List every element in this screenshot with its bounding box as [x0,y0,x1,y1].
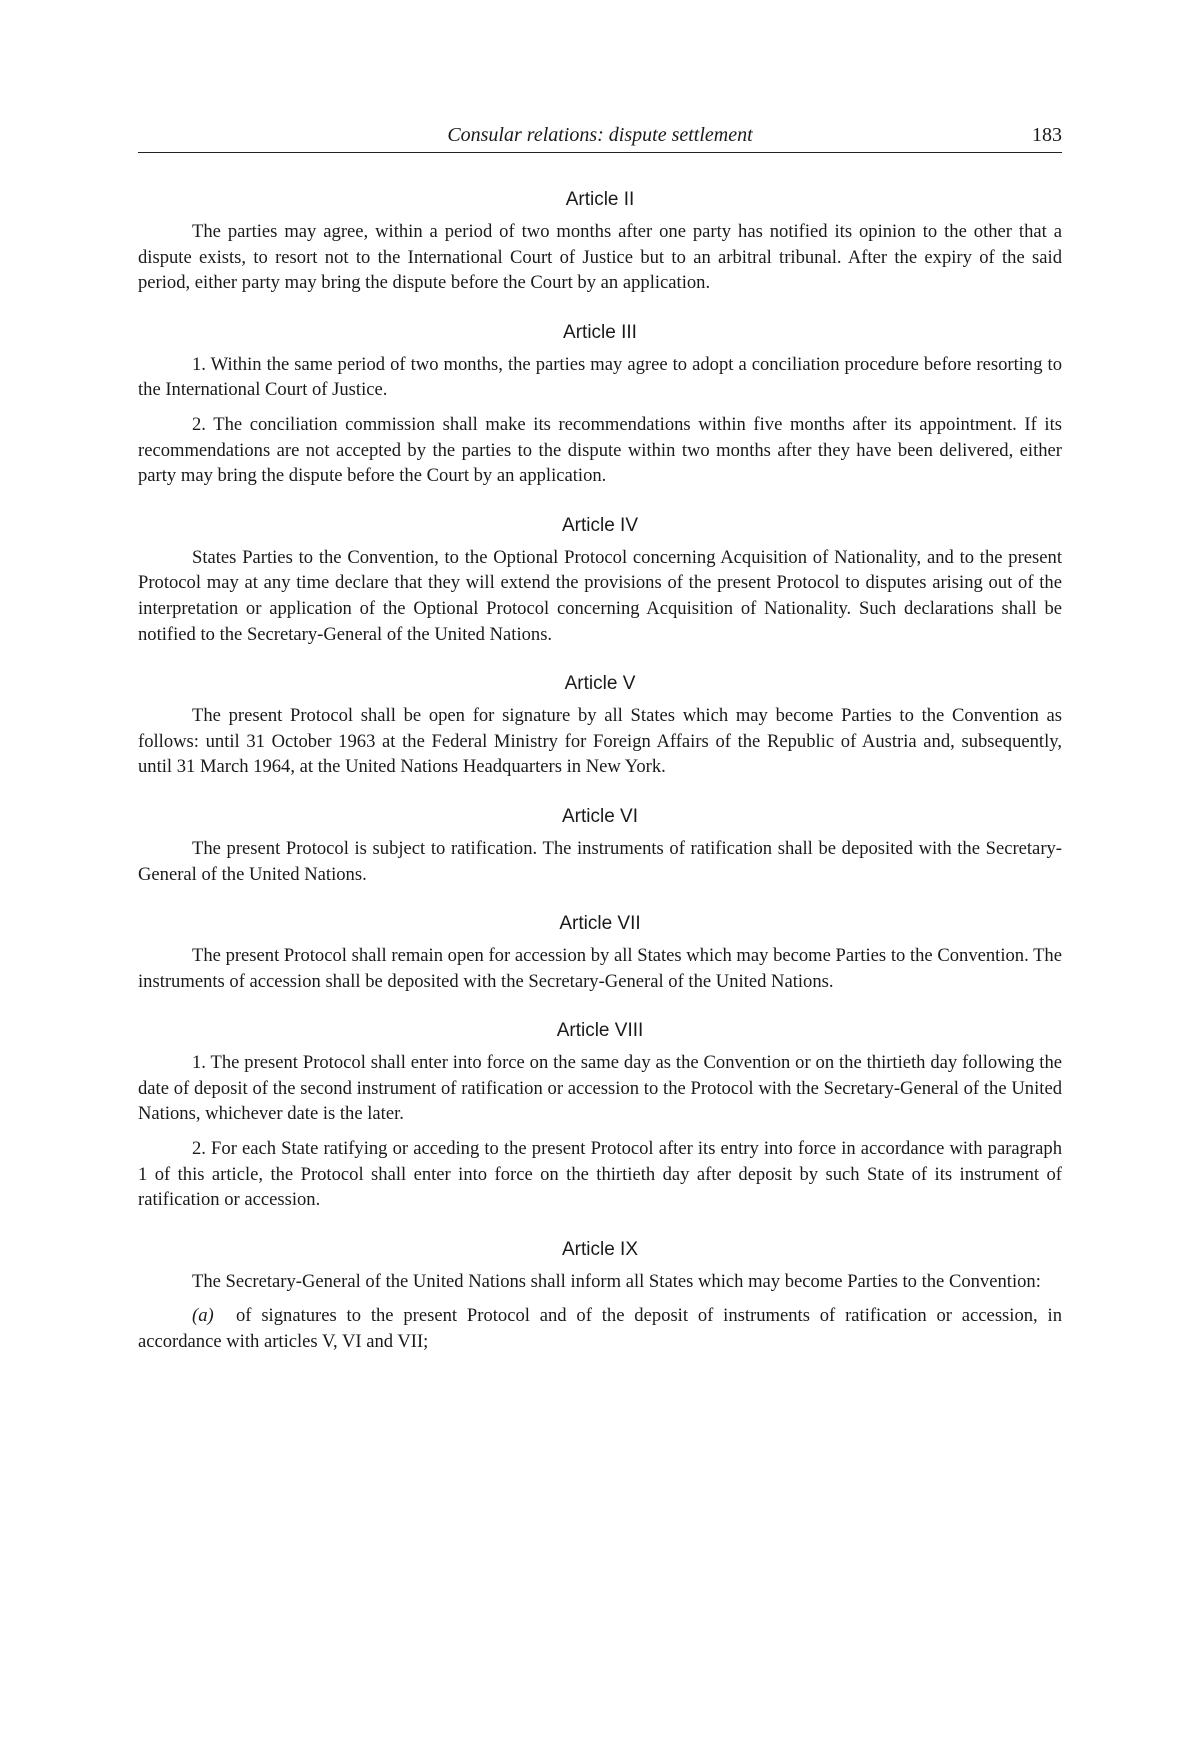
list-item-text: of signatures to the present Protocol and of the deposit of instruments of ratification or accession, in accordance with articles V, VI and VII; [138,1305,1062,1353]
article-2 [138,187,1062,296]
article-heading: Article IV [561,514,639,536]
article-paragraph: 2. The conciliation commission shall make its recommendations within five months after its appointment. If its recommendations are not accepted by the parties to the dispute within two months after they have been delivered, either party may bring the dispute before the Court by an application. [138,413,1062,487]
article-paragraph: The present Protocol shall remain open for accession by all States which may become Parties to the Convention. The instruments of accession shall be deposited with the Secretary-General of the United Nations. [138,945,1062,992]
article-heading: Article VI [561,805,639,827]
article-9 [138,1237,1062,1355]
page-number: 183 [1032,124,1062,146]
article-heading: Article II [565,189,635,210]
article-6 [138,804,1062,887]
running-header [138,120,1062,153]
article-paragraph: 1. Within the same period of two months, the parties may agree to adopt a conciliation procedure before resorting to the International Court of Justice. [138,353,1062,401]
article-4 [138,513,1062,647]
article-3 [138,320,1062,489]
article-paragraph: The Secretary-General of the United Nations shall inform all States which may become Parties to the Convention: [192,1270,1041,1292]
article-paragraph: 1. The present Protocol shall enter into force on the same day as the Convention or on the thirtieth day following the date of deposit of the second instrument of ratification or accession to the Protocol with the Secretary-General of the United Nations, whichever date is the later. [138,1052,1062,1125]
list-item-marker: (a) [192,1305,214,1327]
article-heading: Article VIII [556,1020,644,1042]
document-page [138,120,1062,1355]
article-paragraph: The present Protocol is subject to ratification. The instruments of ratification shall be deposited with the Secretary-General of the United Nations. [138,837,1062,885]
article-paragraph: The present Protocol shall be open for signature by all States which may become Parties to the Convention as follows: until 31 October 1963 at the Federal Ministry for Foreign Affairs of the Republic of Austria and, subsequently, until 31 March 1964, at the United Nations Headquarters in New York. [138,705,1062,778]
article-5 [138,671,1062,780]
running-title: Consular relations: dispute settlement [447,124,753,146]
article-heading: Article IX [561,1238,639,1260]
article-heading: Article VII [559,913,641,935]
article-paragraph: The parties may agree, within a period of two months after one party has notified its opinion to the other that a dispute exists, to resort not to the International Court of Justice but to an arbitral tribunal. After the expiry of the said period, either party may bring the dispute before the Court by an application. [138,221,1062,294]
article-heading: Article V [564,673,636,695]
article-7 [138,911,1062,994]
article-8 [138,1018,1062,1213]
article-heading: Article III [563,321,637,343]
list-item [138,1303,1062,1354]
article-paragraph: States Parties to the Convention, to the Optional Protocol concerning Acquisition of Nationality, and to the present Protocol may at any time declare that they will extend the provisions of the present Protocol to disputes arising out of the interpretation or application of the Optional Protocol concerning Acquisition of Nationality. Such declarations shall be notified to the Secretary-General of the United Nations. [138,546,1062,645]
article-paragraph: 2. For each State ratifying or acceding to the present Protocol after its entry into force in accordance with paragraph 1 of this article, the Protocol shall enter into force on the thirtieth day after deposit by such State of its instrument of ratification or accession. [138,1138,1062,1211]
